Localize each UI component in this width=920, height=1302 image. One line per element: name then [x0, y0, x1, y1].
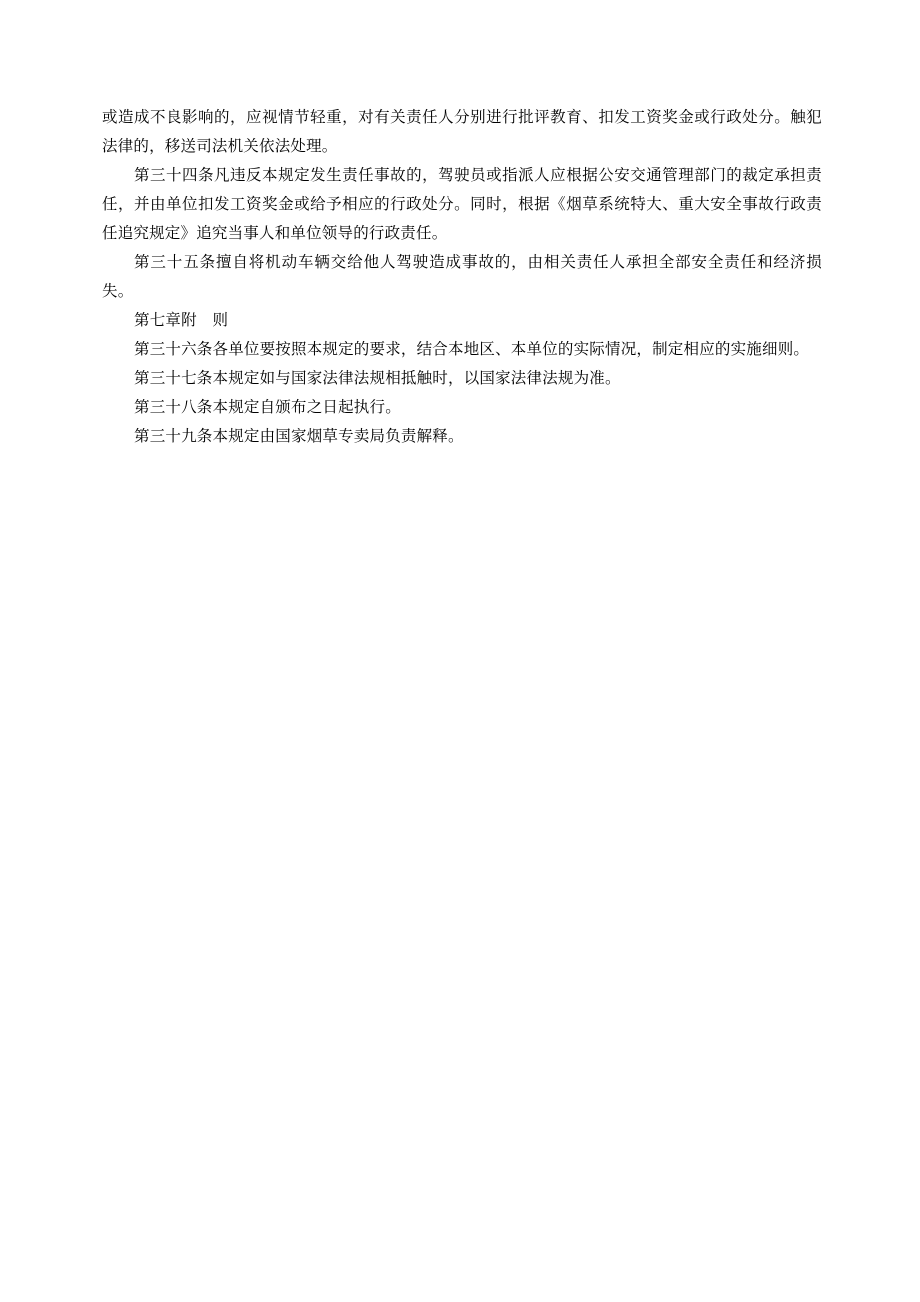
article-34: 第三十四条凡违反本规定发生责任事故的，驾驶员或指派人应根据公安交通管理部门的裁定承担责任，并由单位扣发工资奖金或给予相应的行政处分。同时，根据《烟草系统特大、重大安全事故行政责任追究规定》追究当事人和单位领导的行政责任。: [102, 166, 822, 242]
article-38: 第三十八条本规定自颁布之日起执行。: [134, 398, 401, 416]
article-37: 第三十七条本规定如与国家法律法规相抵触时，以国家法律法规为准。: [134, 369, 621, 387]
chapter-7-heading: 第七章附 则: [134, 311, 229, 329]
article-35: 第三十五条擅自将机动车辆交给他人驾驶造成事故的，由相关责任人承担全部安全责任和经济损失。: [102, 253, 822, 300]
paragraph-continuation: 或造成不良影响的，应视情节轻重，对有关责任人分别进行批评教育、扣发工资奖金或行政处分。触犯法律的，移送司法机关依法处理。: [102, 108, 822, 155]
article-39: 第三十九条本规定由国家烟草专卖局负责解释。: [134, 427, 464, 445]
document-body: [102, 103, 822, 451]
article-36: 第三十六条各单位要按照本规定的要求，结合本地区、本单位的实际情况，制定相应的实施细则。: [134, 340, 810, 358]
